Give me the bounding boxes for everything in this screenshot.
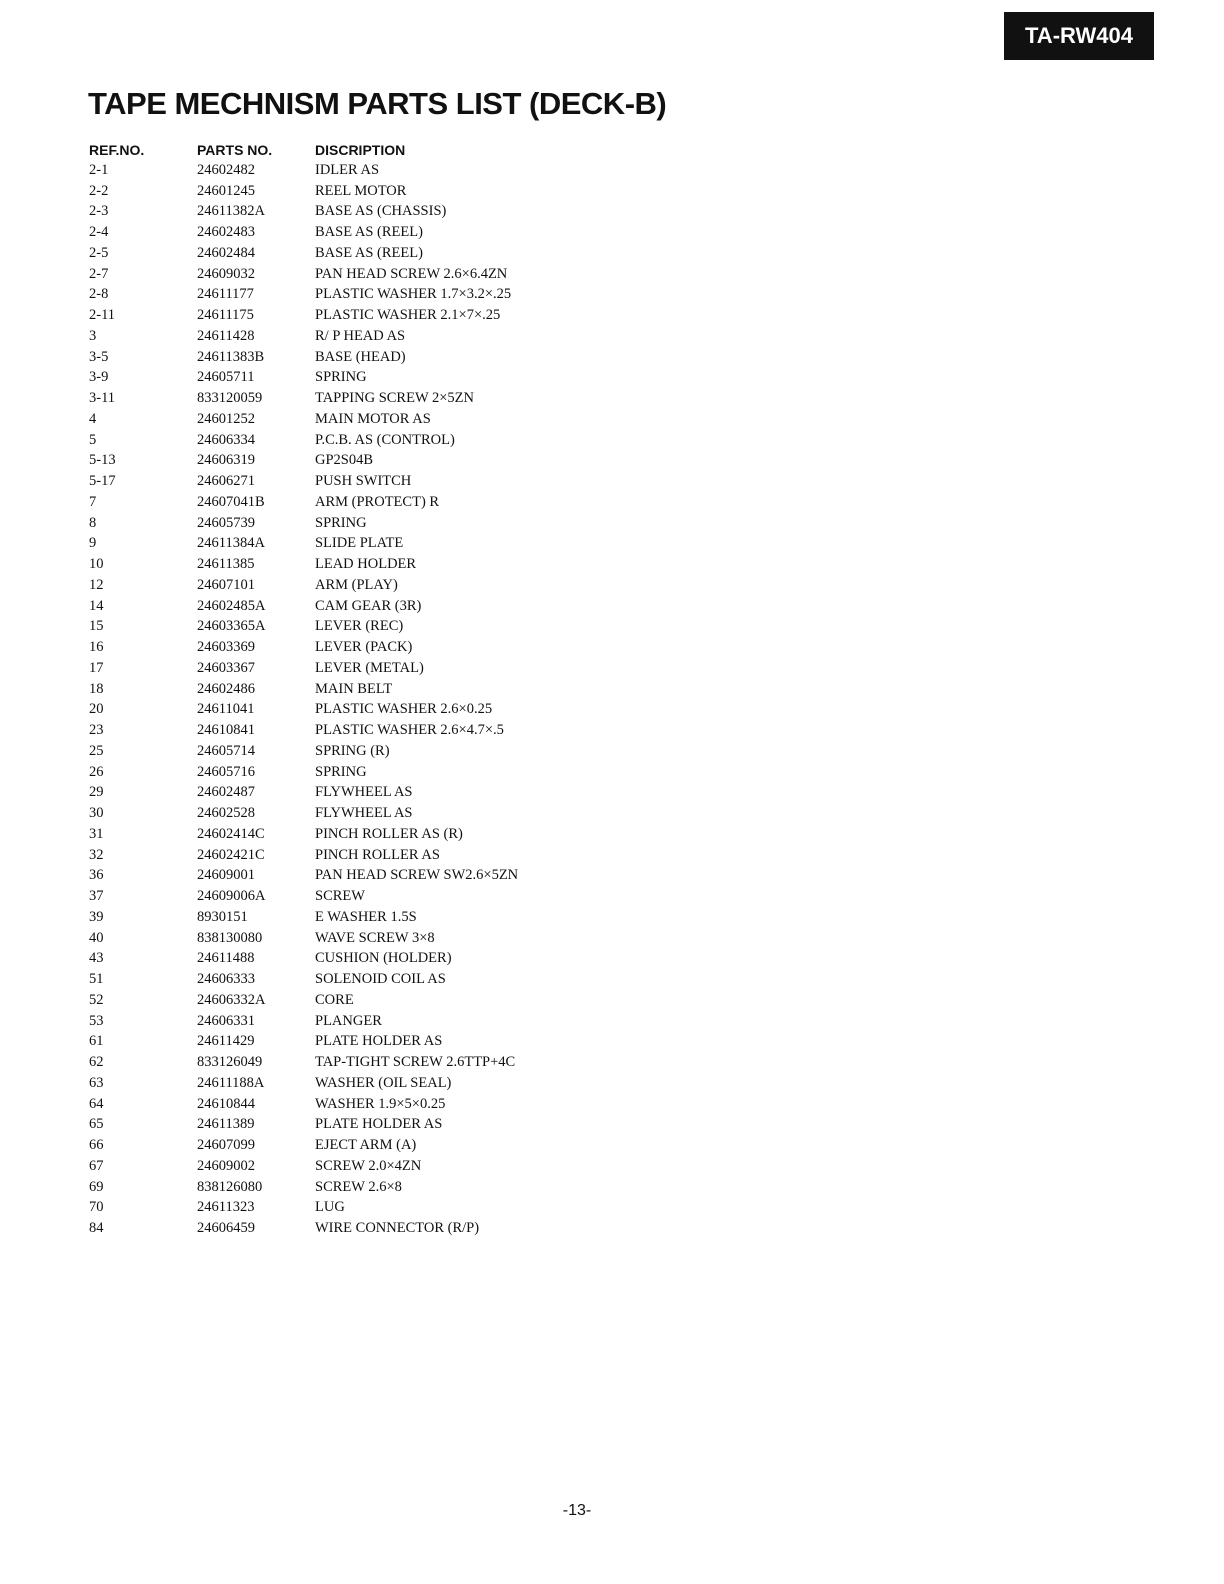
- table-row: [89, 969, 615, 990]
- parts-no-cell: 24611384A: [197, 535, 265, 552]
- table-row: [89, 803, 615, 824]
- table-row: [89, 824, 615, 845]
- ref-no-cell: 43: [89, 950, 104, 967]
- ref-no-cell: 61: [89, 1033, 104, 1050]
- table-row: [89, 243, 615, 264]
- table-row: [89, 430, 615, 451]
- table-row: [89, 741, 615, 762]
- description-cell: WIRE CONNECTOR (R/P): [315, 1220, 480, 1237]
- parts-no-cell: 24602528: [197, 805, 255, 822]
- page-title: TAPE MECHNISM PARTS LIST (DECK-B): [88, 86, 667, 121]
- ref-no-cell: 14: [89, 597, 104, 614]
- description-cell: ARM (PROTECT) R: [315, 493, 440, 510]
- parts-no-cell: 24611428: [197, 327, 255, 344]
- description-cell: R/ P HEAD AS: [315, 327, 406, 344]
- ref-no-cell: 12: [89, 576, 104, 593]
- parts-no-cell: 24602414C: [197, 825, 265, 842]
- ref-no-cell: 8: [89, 514, 97, 531]
- parts-no-cell: 24611382A: [197, 203, 265, 220]
- parts-no-cell: 24609002: [197, 1157, 255, 1174]
- description-cell: WASHER 1.9×5×0.25: [315, 1095, 446, 1112]
- table-row: [89, 305, 615, 326]
- table-row: [89, 326, 615, 347]
- ref-no-cell: 64: [89, 1095, 104, 1112]
- parts-no-cell: 24611383B: [197, 348, 265, 365]
- ref-no-cell: 3-11: [89, 390, 116, 407]
- description-cell: CORE: [315, 991, 354, 1008]
- table-row: [89, 928, 615, 949]
- table-row: [89, 534, 615, 555]
- ref-no-cell: 5: [89, 431, 97, 448]
- description-cell: SLIDE PLATE: [315, 535, 404, 552]
- description-cell: SPRING (R): [315, 742, 390, 759]
- description-cell: LEVER (REC): [315, 618, 404, 635]
- table-row: [89, 264, 615, 285]
- description-cell: MAIN MOTOR AS: [315, 410, 431, 427]
- table-row: [89, 596, 615, 617]
- description-cell: SCREW: [315, 888, 365, 905]
- ref-no-cell: 70: [89, 1199, 104, 1216]
- parts-no-cell: 24607099: [197, 1137, 255, 1154]
- description-cell: PLATE HOLDER AS: [315, 1116, 443, 1133]
- parts-no-cell: 24606271: [197, 473, 255, 490]
- ref-no-cell: 52: [89, 991, 104, 1008]
- table-row: [89, 1115, 615, 1136]
- description-cell: LEVER (PACK): [315, 639, 413, 656]
- table-row: [89, 471, 615, 492]
- parts-no-cell: 24601252: [197, 410, 255, 427]
- description-cell: SCREW 2.0×4ZN: [315, 1157, 422, 1174]
- table-row: [89, 783, 615, 804]
- ref-no-cell: 32: [89, 846, 104, 863]
- ref-no-cell: 2-8: [89, 286, 109, 303]
- parts-no-cell: 24605714: [197, 742, 255, 759]
- table-row: [89, 368, 615, 389]
- table-row: [89, 181, 615, 202]
- parts-no-cell: 24606459: [197, 1220, 255, 1237]
- parts-no-cell: 24602485A: [197, 597, 266, 614]
- table-row: [89, 409, 615, 430]
- description-cell: FLYWHEEL AS: [315, 805, 413, 822]
- description-cell: CUSHION (HOLDER): [315, 950, 452, 967]
- description-cell: PLASTIC WASHER 2.6×0.25: [315, 701, 493, 718]
- column-header-ref-no: REF.NO.: [89, 142, 145, 158]
- description-cell: BASE AS (REEL): [315, 244, 423, 261]
- parts-no-cell: 24602486: [197, 680, 255, 697]
- parts-no-cell: 24602482: [197, 161, 255, 178]
- parts-no-cell: 24611177: [197, 286, 254, 303]
- ref-no-cell: 63: [89, 1074, 104, 1091]
- ref-no-cell: 9: [89, 535, 97, 552]
- parts-no-cell: 24611488: [197, 950, 255, 967]
- table-row: [89, 720, 615, 741]
- table-row: [89, 907, 615, 928]
- parts-no-cell: 24606332A: [197, 991, 266, 1008]
- description-cell: SCREW 2.6×8: [315, 1178, 402, 1195]
- table-row: [89, 222, 615, 243]
- parts-no-cell: 24611389: [197, 1116, 255, 1133]
- description-cell: SPRING: [315, 514, 367, 531]
- ref-no-cell: 40: [89, 929, 104, 946]
- ref-no-cell: 39: [89, 908, 104, 925]
- description-cell: REEL MOTOR: [315, 182, 407, 199]
- description-cell: LUG: [315, 1199, 345, 1216]
- ref-no-cell: 7: [89, 493, 97, 510]
- table-row: [89, 451, 615, 472]
- table-row: [89, 388, 615, 409]
- table-row: [89, 1011, 615, 1032]
- parts-no-cell: 24606333: [197, 971, 255, 988]
- ref-no-cell: 2-5: [89, 244, 109, 261]
- parts-no-cell: 24609001: [197, 867, 255, 884]
- description-cell: LEVER (METAL): [315, 659, 424, 676]
- table-row: [89, 285, 615, 306]
- ref-no-cell: 20: [89, 701, 104, 718]
- table-row: [89, 202, 615, 223]
- ref-no-cell: 18: [89, 680, 104, 697]
- table-row: [89, 1177, 615, 1198]
- table-row: [89, 1052, 615, 1073]
- table-row: [89, 513, 615, 534]
- description-cell: LEAD HOLDER: [315, 556, 417, 573]
- parts-no-cell: 24606334: [197, 431, 255, 448]
- parts-no-cell: 838126080: [197, 1178, 263, 1195]
- table-row: [89, 637, 615, 658]
- description-cell: PLASTIC WASHER 2.6×4.7×.5: [315, 722, 504, 739]
- parts-no-cell: 8930151: [197, 908, 248, 925]
- ref-no-cell: 4: [89, 410, 97, 427]
- page-number: -13-: [562, 1502, 592, 1519]
- ref-no-cell: 16: [89, 639, 104, 656]
- parts-no-cell: 24610841: [197, 722, 255, 739]
- parts-no-cell: 24606331: [197, 1012, 255, 1029]
- description-cell: GP2S04B: [315, 452, 374, 469]
- table-row: [89, 160, 615, 181]
- ref-no-cell: 51: [89, 971, 104, 988]
- description-cell: TAPPING SCREW 2×5ZN: [315, 390, 475, 407]
- table-row: [89, 866, 615, 887]
- parts-no-cell: 24611385: [197, 556, 255, 573]
- column-header-parts-no: PARTS NO.: [197, 142, 273, 158]
- description-cell: PLASTIC WASHER 2.1×7×.25: [315, 307, 501, 324]
- ref-no-cell: 2-11: [89, 307, 116, 324]
- table-row: [89, 1073, 615, 1094]
- description-cell: TAP-TIGHT SCREW 2.6TTP+4C: [315, 1054, 516, 1071]
- parts-no-cell: 24609032: [197, 265, 255, 282]
- description-cell: PLASTIC WASHER 1.7×3.2×.25: [315, 286, 512, 303]
- description-cell: PINCH ROLLER AS (R): [315, 825, 463, 842]
- table-row: [89, 575, 615, 596]
- ref-no-cell: 26: [89, 763, 104, 780]
- parts-no-cell: 24607101: [197, 576, 255, 593]
- description-cell: PUSH SWITCH: [315, 473, 412, 490]
- description-cell: WAVE SCREW 3×8: [315, 929, 435, 946]
- parts-no-cell: 833126049: [197, 1054, 263, 1071]
- header-row: [89, 140, 615, 160]
- table-row: [89, 700, 615, 721]
- parts-no-cell: 838130080: [197, 929, 263, 946]
- table-row: [89, 949, 615, 970]
- ref-no-cell: 10: [89, 556, 104, 573]
- table-row: [89, 554, 615, 575]
- ref-no-cell: 62: [89, 1054, 104, 1071]
- ref-no-cell: 3-9: [89, 369, 109, 386]
- description-cell: PINCH ROLLER AS: [315, 846, 440, 863]
- ref-no-cell: 29: [89, 784, 104, 801]
- parts-no-cell: 24602487: [197, 784, 255, 801]
- ref-no-cell: 37: [89, 888, 104, 905]
- parts-no-cell: 24611041: [197, 701, 255, 718]
- ref-no-cell: 67: [89, 1157, 104, 1174]
- ref-no-cell: 3-5: [89, 348, 109, 365]
- ref-no-cell: 30: [89, 805, 104, 822]
- parts-table-body: [89, 160, 615, 1239]
- description-cell: SPRING: [315, 763, 367, 780]
- ref-no-cell: 23: [89, 722, 104, 739]
- ref-no-cell: 3: [89, 327, 97, 344]
- parts-no-cell: 24603365A: [197, 618, 266, 635]
- table-row: [89, 886, 615, 907]
- parts-no-cell: 24602421C: [197, 846, 265, 863]
- table-row: [89, 762, 615, 783]
- description-cell: MAIN BELT: [315, 680, 393, 697]
- parts-no-cell: 833120059: [197, 390, 263, 407]
- description-cell: WASHER (OIL SEAL): [315, 1074, 452, 1091]
- column-header-description: DISCRIPTION: [315, 142, 406, 158]
- table-row: [89, 617, 615, 638]
- description-cell: BASE AS (CHASSIS): [315, 203, 447, 220]
- model-badge: TA-RW404: [1004, 12, 1154, 60]
- parts-no-cell: 24601245: [197, 182, 255, 199]
- parts-no-cell: 24611188A: [197, 1074, 265, 1091]
- table-row: [89, 1198, 615, 1219]
- description-cell: PAN HEAD SCREW SW2.6×5ZN: [315, 867, 519, 884]
- parts-no-cell: 24611429: [197, 1033, 255, 1050]
- ref-no-cell: 15: [89, 618, 104, 635]
- ref-no-cell: 36: [89, 867, 104, 884]
- table-row: [89, 1094, 615, 1115]
- parts-no-cell: 24605711: [197, 369, 255, 386]
- parts-table-header: [89, 140, 615, 160]
- parts-no-cell: 24602483: [197, 224, 255, 241]
- ref-no-cell: 84: [89, 1220, 104, 1237]
- ref-no-cell: 17: [89, 659, 104, 676]
- parts-table: [89, 140, 615, 1239]
- ref-no-cell: 53: [89, 1012, 104, 1029]
- description-cell: ARM (PLAY): [315, 576, 398, 593]
- table-row: [89, 990, 615, 1011]
- table-row: [89, 1032, 615, 1053]
- description-cell: CAM GEAR (3R): [315, 597, 422, 614]
- description-cell: BASE AS (REEL): [315, 224, 423, 241]
- parts-no-cell: 24605739: [197, 514, 255, 531]
- ref-no-cell: 5-13: [89, 452, 116, 469]
- ref-no-cell: 31: [89, 825, 104, 842]
- ref-no-cell: 5-17: [89, 473, 116, 490]
- ref-no-cell: 65: [89, 1116, 104, 1133]
- table-row: [89, 845, 615, 866]
- parts-no-cell: 24603369: [197, 639, 255, 656]
- table-row: [89, 1156, 615, 1177]
- ref-no-cell: 2-4: [89, 224, 109, 241]
- description-cell: BASE (HEAD): [315, 348, 406, 365]
- parts-no-cell: 24605716: [197, 763, 255, 780]
- description-cell: E WASHER 1.5S: [315, 908, 417, 925]
- parts-no-cell: 24602484: [197, 244, 255, 261]
- parts-no-cell: 24609006A: [197, 888, 266, 905]
- ref-no-cell: 69: [89, 1178, 104, 1195]
- description-cell: PAN HEAD SCREW 2.6×6.4ZN: [315, 265, 508, 282]
- description-cell: SPRING: [315, 369, 367, 386]
- description-cell: EJECT ARM (A): [315, 1137, 417, 1154]
- parts-no-cell: 24603367: [197, 659, 255, 676]
- parts-no-cell: 24611323: [197, 1199, 255, 1216]
- ref-no-cell: 2-2: [89, 182, 109, 199]
- ref-no-cell: 25: [89, 742, 104, 759]
- ref-no-cell: 2-7: [89, 265, 109, 282]
- description-cell: P.C.B. AS (CONTROL): [315, 431, 455, 448]
- parts-no-cell: 24611175: [197, 307, 254, 324]
- table-row: [89, 679, 615, 700]
- table-row: [89, 658, 615, 679]
- parts-no-cell: 24610844: [197, 1095, 255, 1112]
- table-row: [89, 1218, 615, 1239]
- description-cell: IDLER AS: [315, 161, 380, 178]
- parts-no-cell: 24606319: [197, 452, 255, 469]
- description-cell: PLATE HOLDER AS: [315, 1033, 443, 1050]
- table-row: [89, 1135, 615, 1156]
- ref-no-cell: 2-1: [89, 161, 109, 178]
- ref-no-cell: 66: [89, 1137, 104, 1154]
- description-cell: FLYWHEEL AS: [315, 784, 413, 801]
- description-cell: SOLENOID COIL AS: [315, 971, 446, 988]
- description-cell: PLANGER: [315, 1012, 382, 1029]
- table-row: [89, 347, 615, 368]
- ref-no-cell: 2-3: [89, 203, 109, 220]
- parts-no-cell: 24607041B: [197, 493, 265, 510]
- table-row: [89, 492, 615, 513]
